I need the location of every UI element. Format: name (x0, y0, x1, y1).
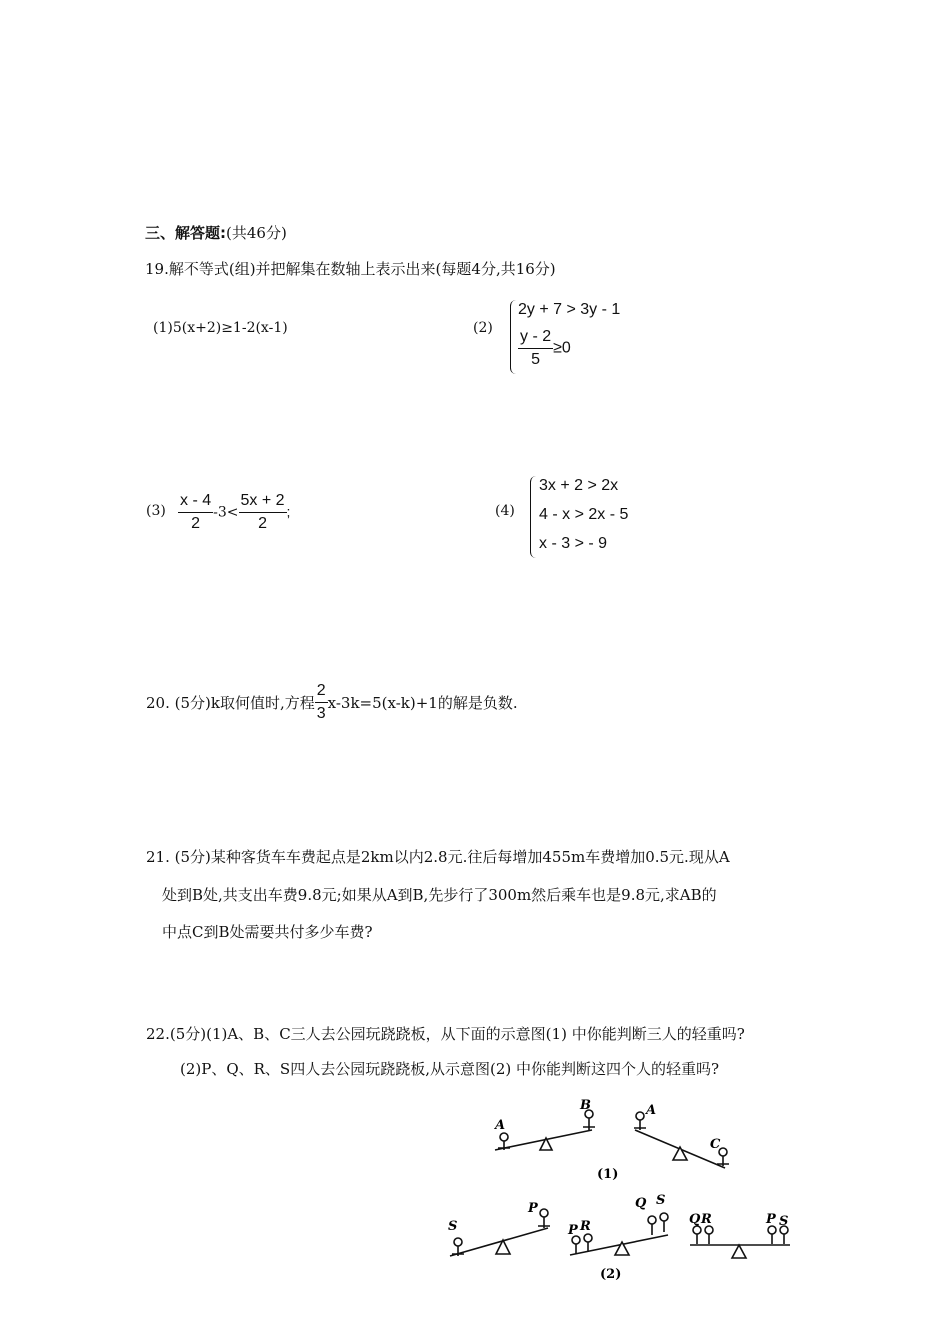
label-p2: P (568, 1223, 578, 1238)
seesaw-2-3 (690, 1226, 790, 1258)
label-a2: A (646, 1103, 657, 1118)
q22-line1: 22.(5分)(1)A、B、C三人去公园玩跷跷板，从下面的示意图(1) 中你能判断三人的轻重吗? (146, 1025, 745, 1043)
label-a1: A (495, 1118, 506, 1133)
q21-line3: 中点C到B处需要共付多少车费? (162, 923, 373, 941)
seesaw-1-1 (495, 1110, 595, 1150)
label-s3: S (779, 1214, 789, 1229)
q22-line2: (2)P、Q、R、S四人去公园玩跷跷板,从示意图(2) 中你能判断这四个人的轻重吗? (180, 1060, 720, 1078)
label-r2: R (701, 1212, 712, 1227)
label-c: C (710, 1137, 721, 1152)
q19-part3-right-num: 5x + 2 (239, 492, 287, 513)
q20-frac-num: 2 (315, 682, 328, 703)
q19-part3-tail: ; (286, 503, 291, 520)
q19-part3-left-den: 2 (191, 515, 201, 532)
label-r1: R (580, 1219, 591, 1234)
section-heading (145, 222, 287, 243)
q19-part3-right-fraction (239, 492, 287, 533)
q20-fraction (315, 682, 328, 723)
q19-part2-brace (510, 300, 517, 374)
q19-part4-brace (530, 476, 537, 558)
q19-part3-label: (3) (146, 503, 166, 519)
q19-part4-label: (4) (495, 503, 515, 519)
q20 (146, 682, 518, 723)
q19-part3-expr (178, 492, 290, 533)
q20-frac-den: 3 (316, 705, 326, 722)
section-title: 三、解答题: (145, 224, 226, 242)
q20-prefix: 20. (5分)k取何值时,方程 (146, 694, 315, 712)
seesaw-2-1 (450, 1209, 550, 1256)
label-p1: P (528, 1201, 538, 1216)
section-score: (共46分) (226, 224, 287, 242)
label-s2: S (656, 1193, 666, 1208)
label-s1: S (448, 1219, 458, 1234)
q19-part2-line1: 2y + 7 > 3y - 1 (518, 301, 621, 318)
q19-part3-right-den: 2 (258, 515, 267, 532)
q19-part1: (1)5(x+2)≥1-2(x-1) (153, 320, 288, 336)
q19-part3-middle: -3< (213, 504, 239, 521)
q19-part2-line2 (518, 328, 571, 369)
q19-part2-label: (2) (473, 320, 493, 336)
q19-part2-fraction (518, 328, 553, 369)
q19-intro: 19.解不等式(组)并把解集在数轴上表示出来(每题4分,共16分) (145, 260, 556, 278)
q20-suffix: x-3k=5(x-k)+1的解是负数. (327, 694, 518, 712)
label-b: B (580, 1098, 591, 1113)
q19-part2-frac-rel: ≥0 (553, 339, 571, 357)
label-q2: Q (689, 1212, 701, 1227)
label-p3: P (766, 1212, 776, 1227)
q19-part3-left-fraction (178, 492, 213, 533)
seesaw-figure (440, 1090, 810, 1290)
q21-line2: 处到B处,共支出车费9.8元;如果从A到B,先步行了300m然后乘车也是9.8元,求AB的 (162, 886, 717, 904)
q19-part2-frac-den: 5 (531, 351, 541, 368)
caption-2: (2) (600, 1267, 622, 1282)
q19-part2-frac-num: y - 2 (518, 328, 553, 349)
q19-part4-line3: x - 3 > - 9 (539, 535, 608, 552)
caption-1: (1) (597, 1167, 619, 1182)
label-q1: Q (635, 1196, 647, 1211)
q19-part3-left-num: x - 4 (178, 492, 213, 513)
q19-part4-line1: 3x + 2 > 2x (539, 477, 619, 494)
q19-part4-line2: 4 - x > 2x - 5 (539, 506, 629, 523)
q21-line1: 21. (5分)某种客货车车费起点是2km以内2.8元.往后每增加455m车费增加0.5元.现从A (146, 848, 730, 866)
